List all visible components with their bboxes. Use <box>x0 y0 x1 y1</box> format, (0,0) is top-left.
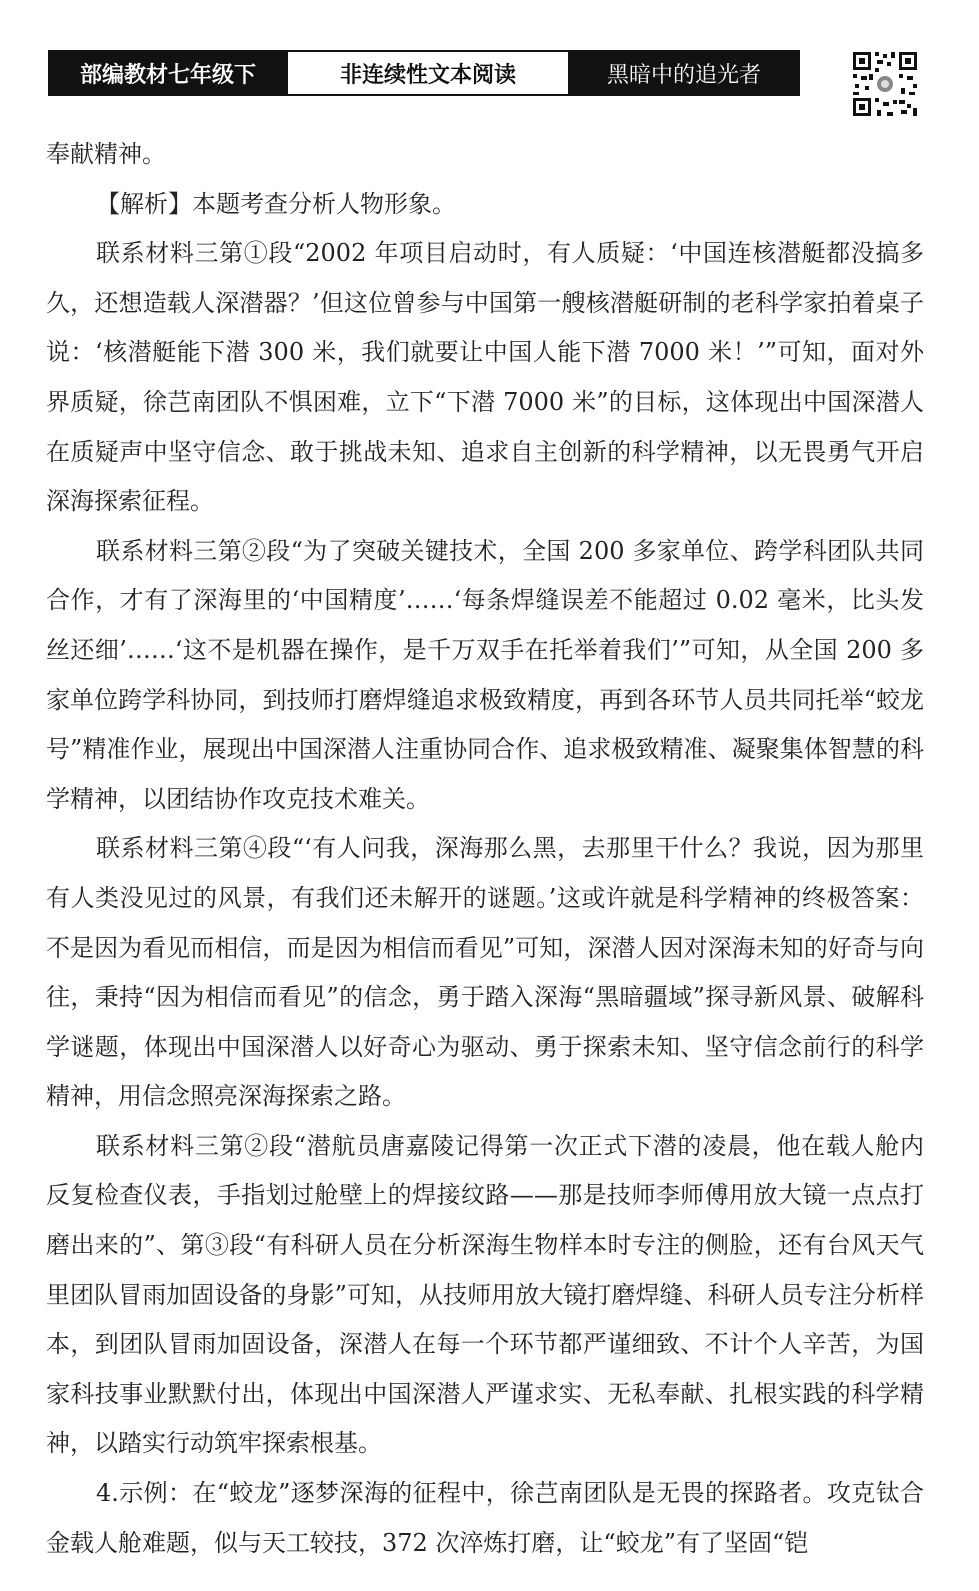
paragraph-continuation: 奉献精神。 <box>46 140 166 168</box>
qr-code-icon <box>851 50 919 118</box>
page-header <box>48 50 800 96</box>
header-article-title: 黑暗中的追光者 <box>570 52 798 94</box>
paragraph-material-1: 联系材料三第①段“2002 年项目启动时，有人质疑：‘中国连核潜艇都没搞多久，还想造载人深潜器？’但这位曾参与中国第一艘核潜艇研制的老科学家拍着桌子说：‘核潜艇能下潜 300 米，我们就要让中国人能下潜 7000 米！’”可知，面对外界质疑，徐芑南团队不惧困难，立下“下潜 7000 米”的目标，这体现出中国深潜人在质疑声中坚守信念、敢于挑战未知、追求自主创新的科学精神，以无畏勇气开启深海探索征程。 <box>46 239 924 516</box>
header-textbook-label: 部编教材七年级下 <box>50 52 286 94</box>
paragraph-question-4-example: 4.示例：在“蛟龙”逐梦深海的征程中，徐芑南团队是无畏的探路者。攻克钛合金载人舱难题，似与天工较技，372 次淬炼打磨，让“蛟龙”有了坚固“铠 <box>46 1479 924 1557</box>
paragraph-material-2-3: 联系材料三第②段“潜航员唐嘉陵记得第一次正式下潜的凌晨，他在载人舱内反复检查仪表，手指划过舱壁上的焊接纹路——那是技师李师傅用放大镜一点点打磨出来的”、第③段“有科研人员在分析深海生物样本时专注的侧脸，还有台风天气里团队冒雨加固设备的身影”可知，从技师用放大镜打磨焊缝、科研人员专注分析样本，到团队冒雨加固设备，深潜人在每一个环节都严谨细致、不计个人辛苦，为国家科技事业默默付出，体现出中国深潜人严谨求实、无私奉献、扎根实践的科学精神，以踏实行动筑牢探索根基。 <box>46 1131 924 1458</box>
paragraph-material-4: 联系材料三第④段“‘有人问我，深海那么黑，去那里干什么？我说，因为那里有人类没见过的风景，有我们还未解开的谜题。’这或许就是科学精神的终极答案：不是因为看见而相信，而是因为相信而看见”可知，深潜人因对深海未知的好奇与向往，秉持“因为相信而看见”的信念，勇于踏入深海“黑暗疆域”探寻新风景、破解科学谜题，体现出中国深潜人以好奇心为驱动、勇于探索未知、坚守信念前行的科学精神，用信念照亮深海探索之路。 <box>46 834 924 1111</box>
paragraph-analysis-heading: 【解析】本题考查分析人物形象。 <box>96 189 456 218</box>
paragraph-material-2: 联系材料三第②段“为了突破关键技术，全国 200 多家单位、跨学科团队共同合作，才有了深海里的‘中国精度’……‘每条焊缝误差不能超过 0.02 毫米，比头发丝还细’……‘这不是机器在操作，是千万双手在托举着我们’”可知，从全国 200 多家单位跨学科协同，到技师打磨焊缝追求极致精度，再到各环节人员共同托举“蛟龙号”精准作业，展现出中国深潜人注重协同合作、追求极致精准、凝聚集体智慧的科学精神，以团结协作攻克技术难关。 <box>46 536 924 813</box>
header-section-label: 非连续性文本阅读 <box>286 52 570 94</box>
answer-analysis-text <box>46 130 924 1568</box>
